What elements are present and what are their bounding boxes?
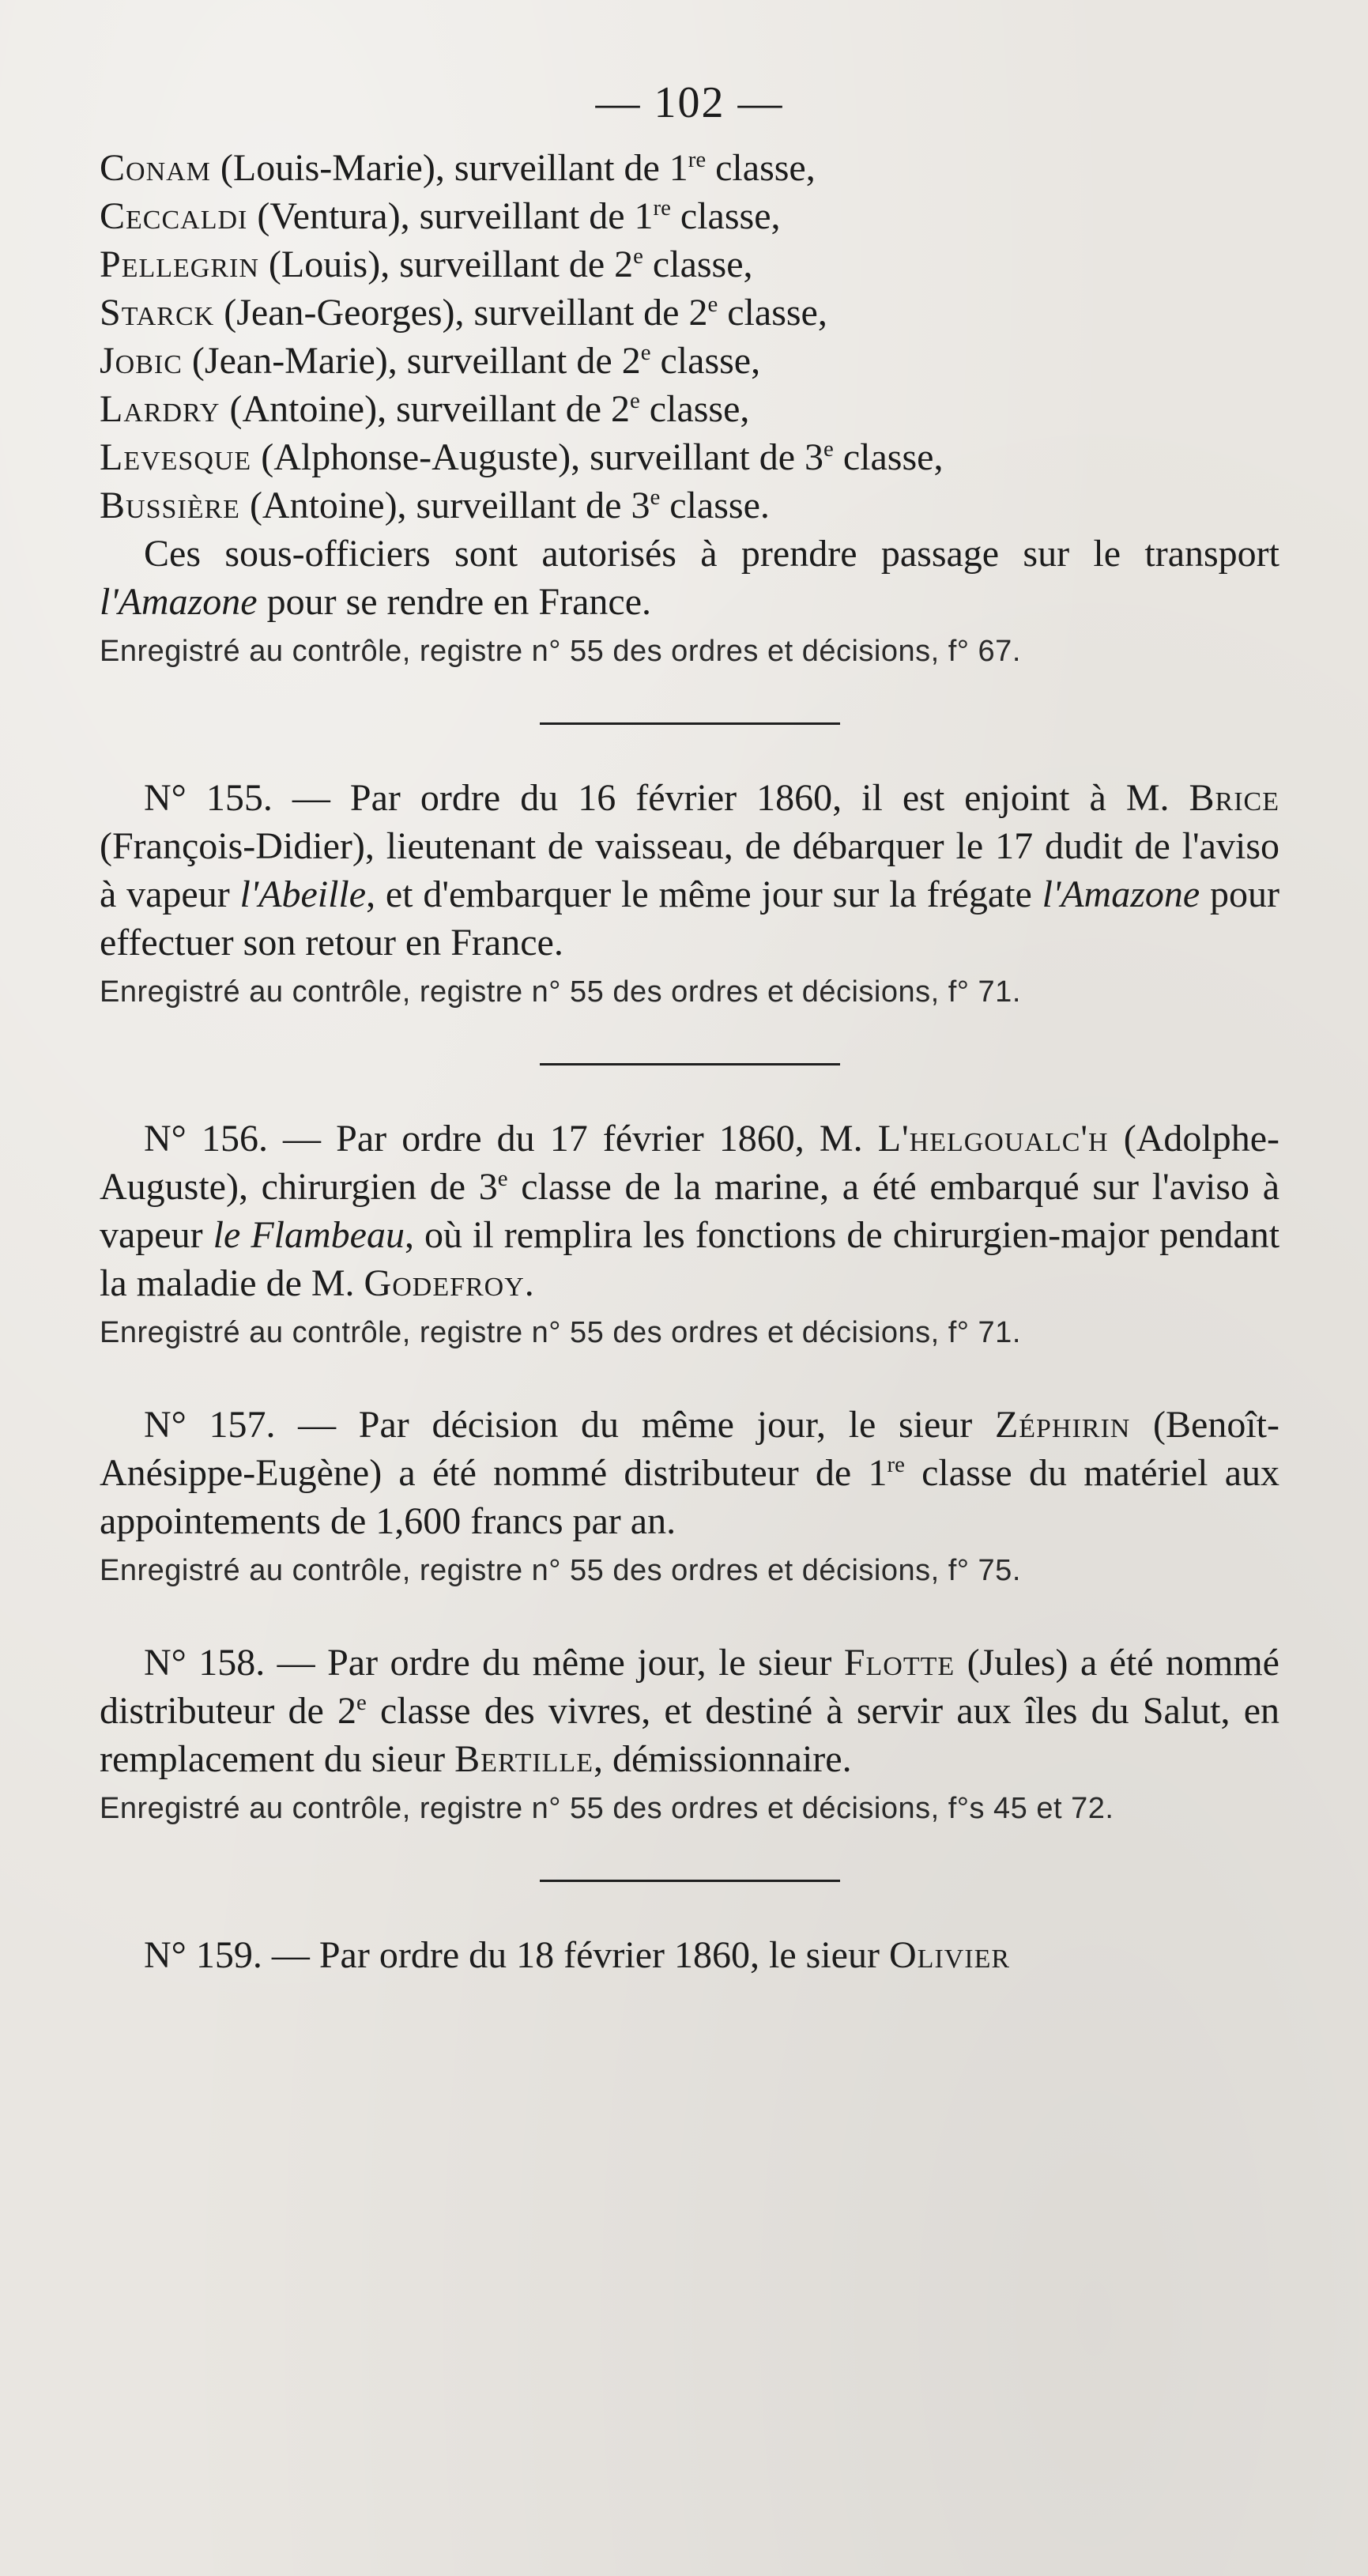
person-name: Olivier (888, 1933, 1011, 1976)
decision-157 (100, 1401, 1279, 1593)
staff-list (100, 144, 1279, 530)
person-name: Godefroy (364, 1262, 525, 1304)
ship-name: l'Amazone (1042, 873, 1200, 915)
staff-entry: Bussière (Antoine), surveillant de 3e classe. (100, 484, 770, 526)
decision-text: N° 157. — Par décision du même jour, le sieur Zéphirin (Benoît-Anésippe-Eugène) a été nommé distributeur de 1re classe du matériel aux appointements de 1,600 francs par an. (100, 1403, 1280, 1542)
registration-note: Enregistré au contrôle, registre n° 55 des ordres et décisions, f° 71. (100, 975, 1021, 1009)
staff-name: Conam (100, 146, 211, 189)
decision-158 (100, 1639, 1279, 1831)
person-name: Bertille (454, 1737, 594, 1780)
person-name: Zéphirin (994, 1403, 1131, 1446)
staff-entry: Lardry (Antoine), surveillant de 2e classe, (100, 387, 750, 430)
ship-name: l'Amazone (100, 580, 258, 623)
section-divider (540, 722, 840, 725)
staff-name: Bussière (100, 484, 240, 526)
decision-156 (100, 1115, 1279, 1355)
staff-entry: Pellegrin (Louis), surveillant de 2e classe, (100, 243, 753, 285)
staff-entry: Starck (Jean-Georges), surveillant de 2e classe, (100, 291, 827, 334)
staff-entry: Jobic (Jean-Marie), surveillant de 2e classe, (100, 339, 761, 382)
decision-155 (100, 774, 1279, 1014)
person-name: L'helgoualc'h (877, 1117, 1109, 1160)
section-divider (540, 1063, 840, 1065)
paragraph-spacer (100, 1593, 1279, 1639)
staff-name: Ceccaldi (100, 194, 248, 237)
registration-note: Enregistré au contrôle, registre n° 55 des ordres et décisions, f°s 45 et 72. (100, 1791, 1114, 1825)
ship-name: le Flambeau (213, 1213, 405, 1256)
decision-text: N° 159. — Par ordre du 18 février 1860, le sieur Olivier (144, 1933, 1011, 1976)
staff-entry: Ceccaldi (Ventura), surveillant de 1re classe, (100, 194, 781, 237)
staff-entry: Conam (Louis-Marie), surveillant de 1re classe, (100, 146, 816, 189)
registration-note: Enregistré au contrôle, registre n° 55 des ordres et décisions, f° 75. (100, 1553, 1021, 1587)
staff-name: Pellegrin (100, 243, 259, 285)
decision-text: N° 158. — Par ordre du même jour, le sieur Flotte (Jules) a été nommé distributeur de 2e classe des vivres, et destiné à servir aux îles du Salut, en remplacement du sieur Bertille, démissionnaire. (100, 1641, 1279, 1780)
decision-text: N° 156. — Par ordre du 17 février 1860, M. L'helgoualc'h (Adolphe-Auguste), chirurgien de 3e classe de la marine, a été embarqué sur l'aviso à vapeur le Flambeau, où il remplira les fonctions de chirurgien-major pendant la maladie de M. Godefroy. (100, 1117, 1280, 1304)
page-number: — 102 — (595, 78, 784, 127)
staff-name: Lardry (100, 387, 220, 430)
staff-name: Starck (100, 291, 215, 334)
intro-paragraph: Ces sous-officiers sont autorisés à prendre passage sur le transport l'Amazone pour se rendre en France. (100, 532, 1279, 623)
decision-text: N° 155. — Par ordre du 16 février 1860, il est enjoint à M. Brice (François-Didier), lieutenant de vaisseau, de débarquer le 17 dudit de l'aviso à vapeur l'Abeille, et d'embarquer le même jour sur la frégate l'Amazone pour effectuer son retour en France. (100, 776, 1279, 964)
paragraph-spacer (100, 1355, 1279, 1401)
person-name: Flotte (843, 1641, 955, 1684)
section-divider (540, 1880, 840, 1882)
staff-name: Jobic (100, 339, 183, 382)
staff-name: Levesque (100, 436, 252, 478)
ship-name: l'Abeille (239, 873, 367, 915)
registration-note: Enregistré au contrôle, registre n° 55 des ordres et décisions, f° 71. (100, 1315, 1021, 1349)
registration-note: Enregistré au contrôle, registre n° 55 des ordres et décisions, f° 67. (100, 634, 1021, 668)
staff-entry: Levesque (Alphonse-Auguste), surveillant de 3e classe, (100, 436, 944, 478)
person-name: Brice (1189, 776, 1279, 819)
decision-159 (100, 1931, 1279, 1979)
